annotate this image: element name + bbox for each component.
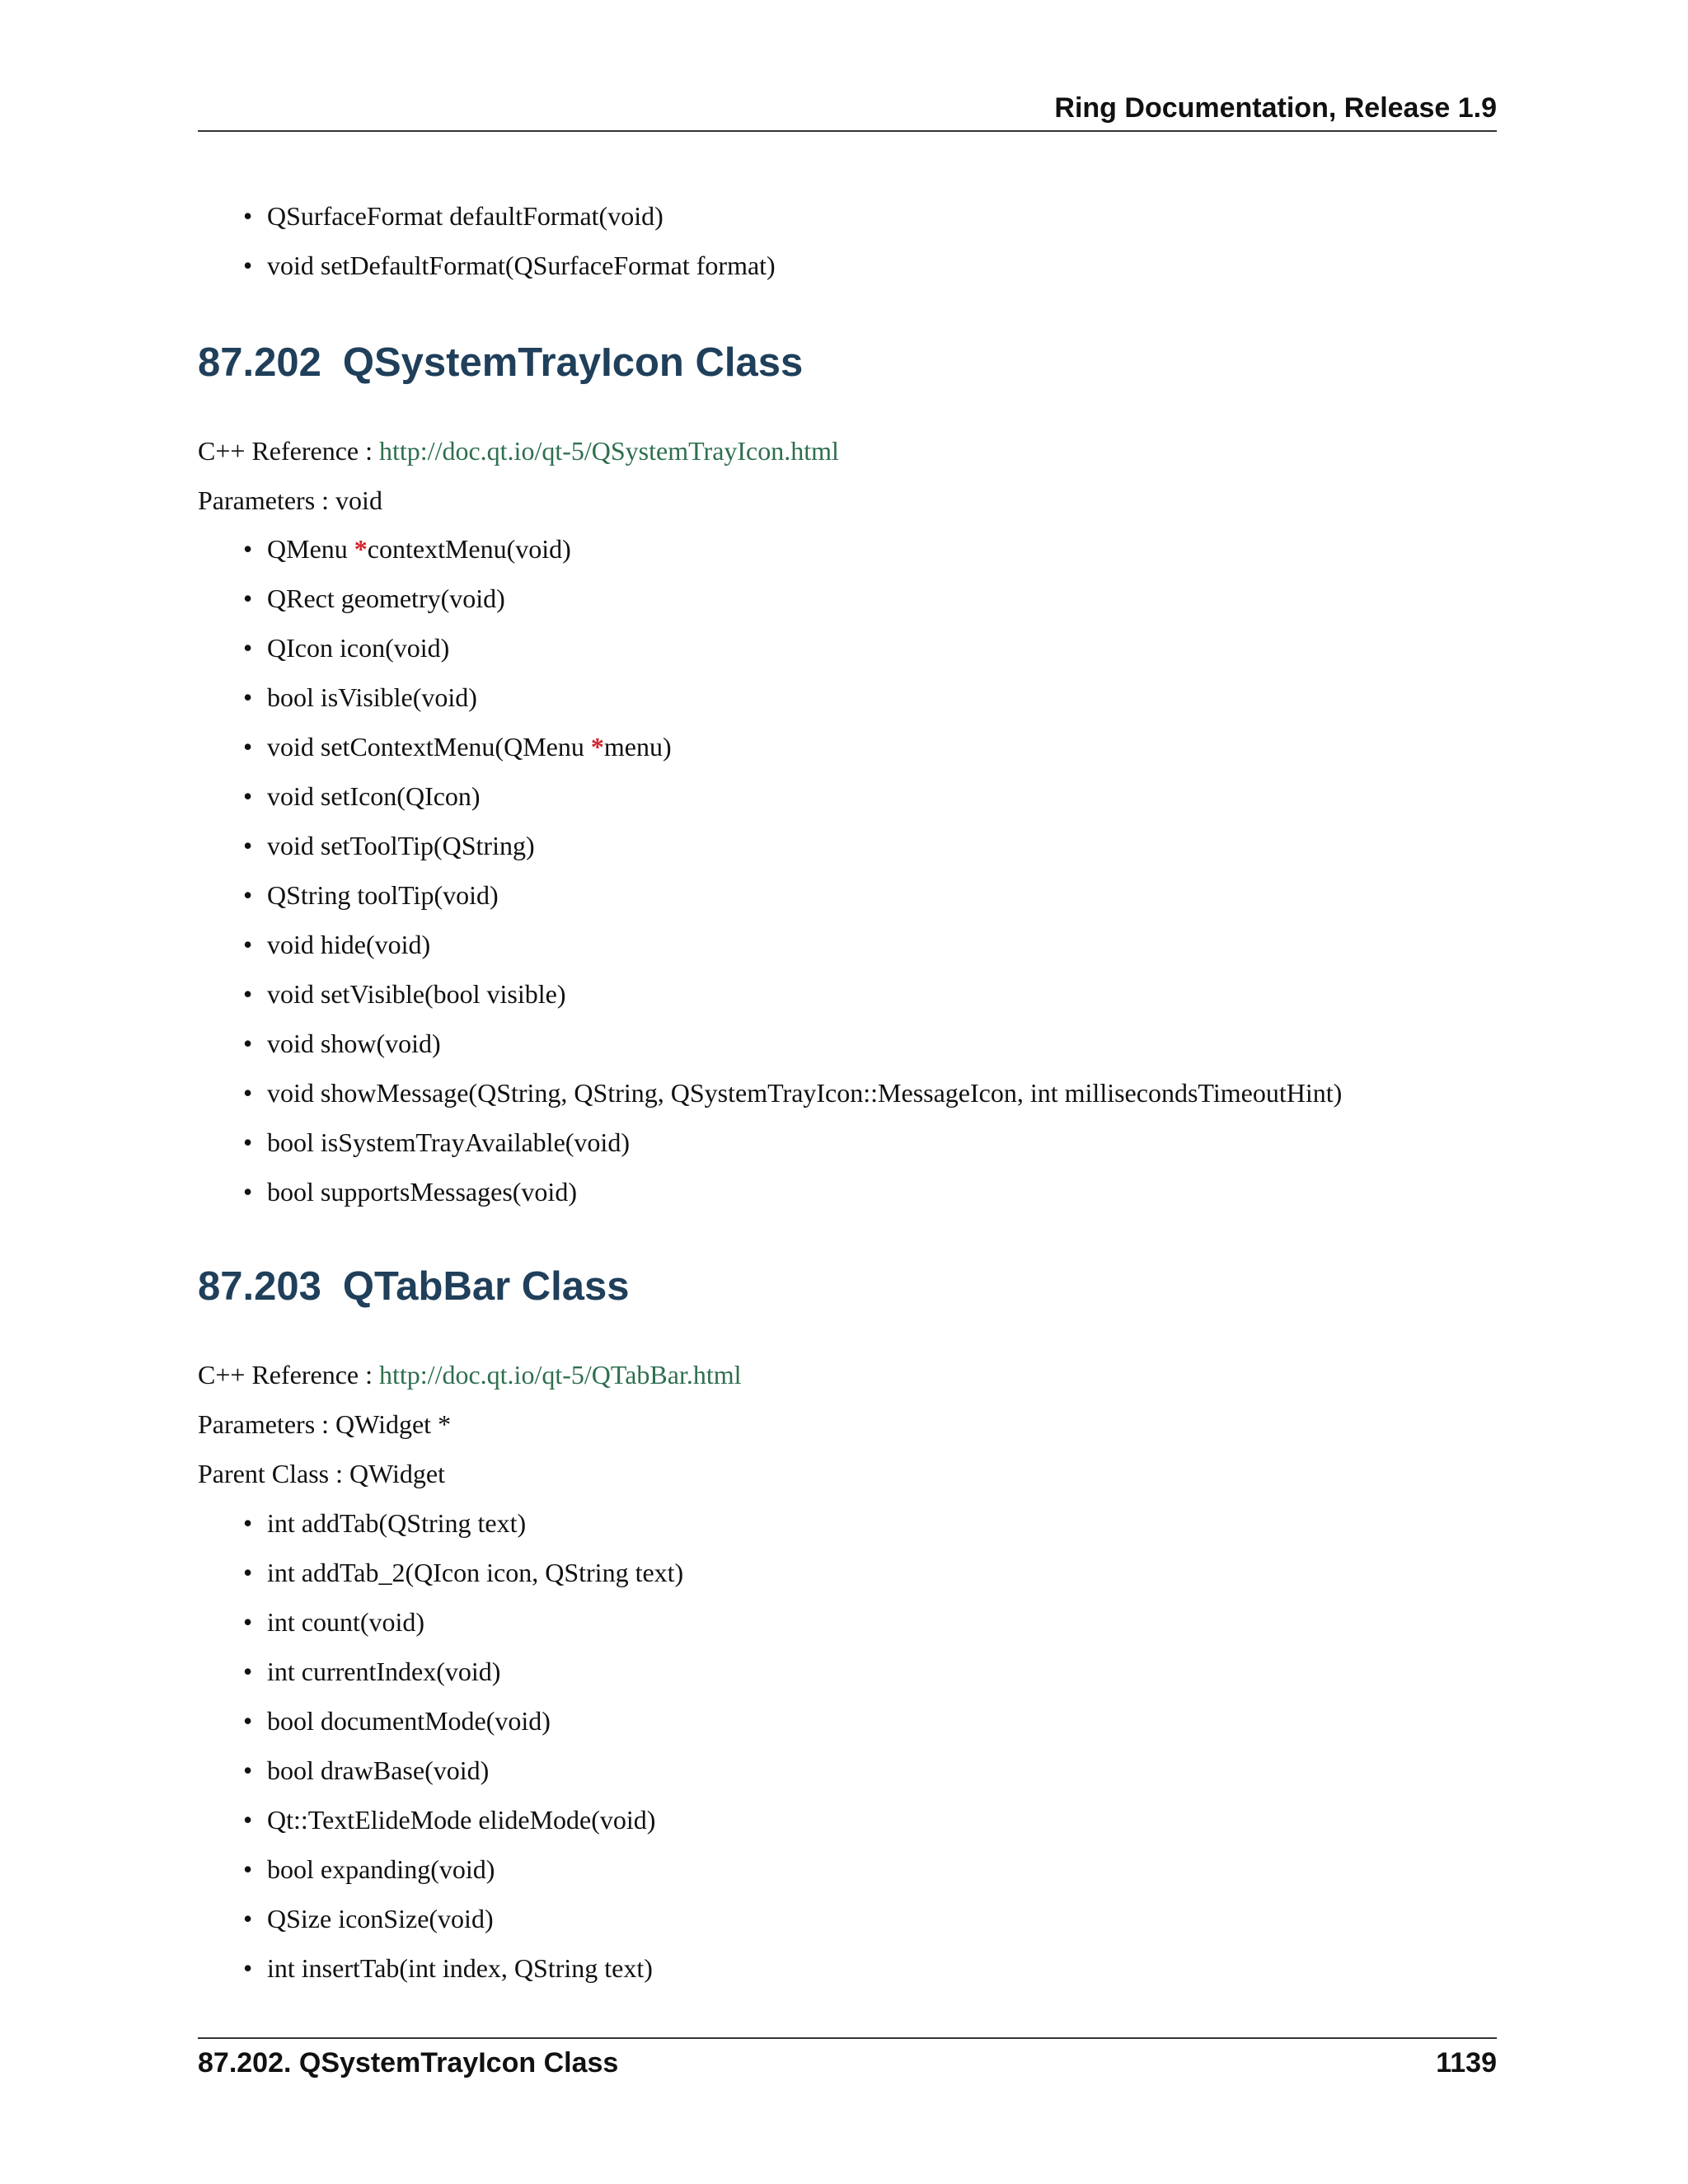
- bullet-icon: •: [243, 1706, 253, 1736]
- list-item: • QRect geometry(void): [198, 574, 1342, 623]
- bullet-icon: •: [243, 534, 253, 564]
- bullet-icon: •: [243, 251, 253, 280]
- running-header: Ring Documentation, Release 1.9: [1054, 92, 1497, 124]
- pointer-star: *: [590, 732, 604, 762]
- bullet-icon: •: [243, 930, 253, 959]
- list-item: • void setVisible(bool visible): [198, 969, 1342, 1019]
- bullet-icon: •: [243, 201, 253, 231]
- page-number: 1139: [1436, 2047, 1497, 2079]
- bullet-icon: •: [243, 1607, 253, 1637]
- list-item: • QIcon icon(void): [198, 623, 1342, 673]
- bullet-icon: •: [243, 1755, 253, 1785]
- footer-rule: [198, 2037, 1497, 2039]
- bullet-icon: •: [243, 1177, 253, 1207]
- list-item: • QMenu *contextMenu(void): [198, 524, 1342, 574]
- bullet-icon: •: [243, 732, 253, 762]
- list-item: • void showMessage(QString, QString, QSystemTrayIcon::MessageIcon, int millisecondsTimeoutHint): [198, 1068, 1342, 1118]
- list-item: • int addTab(QString text): [198, 1498, 683, 1548]
- bullet-icon: •: [243, 1854, 253, 1884]
- section-heading-qtabbar: 87.203 QTabBar Class: [198, 1264, 630, 1309]
- pointer-star: *: [354, 534, 368, 564]
- list-item: • bool drawBase(void): [198, 1746, 683, 1795]
- header-rule: [198, 130, 1497, 132]
- bullet-icon: •: [243, 831, 253, 860]
- list-item: • Qt::TextElideMode elideMode(void): [198, 1795, 683, 1844]
- list-item: • QSize iconSize(void): [198, 1894, 683, 1943]
- list-item: • bool isSystemTrayAvailable(void): [198, 1118, 1342, 1167]
- bullet-icon: •: [243, 1805, 253, 1835]
- list-item: • void show(void): [198, 1019, 1342, 1068]
- bullet-icon: •: [243, 880, 253, 910]
- reference-link[interactable]: http://doc.qt.io/qt-5/QSystemTrayIcon.html: [379, 436, 839, 466]
- list-item: • void setContextMenu(QMenu *menu): [198, 722, 1342, 771]
- bullet-icon: •: [243, 979, 253, 1009]
- parent-class-text: Parent Class : QWidget: [198, 1459, 445, 1488]
- top-method-list: [198, 191, 776, 290]
- parameters-text: Parameters : void: [198, 485, 382, 515]
- list-item: • QSurfaceFormat defaultFormat(void): [198, 191, 776, 241]
- list-item: • int insertTab(int index, QString text): [198, 1943, 683, 1993]
- list-item: • void setIcon(QIcon): [198, 771, 1342, 821]
- cpp-reference: C++ Reference : http://doc.qt.io/qt-5/QTabBar.html: [198, 1360, 742, 1390]
- bullet-icon: •: [243, 1078, 253, 1108]
- list-item: • int addTab_2(QIcon icon, QString text): [198, 1548, 683, 1597]
- bullet-icon: •: [243, 1904, 253, 1933]
- cpp-reference: C++ Reference : http://doc.qt.io/qt-5/QSystemTrayIcon.html: [198, 436, 839, 466]
- list-item: • int count(void): [198, 1597, 683, 1647]
- list-item: • bool supportsMessages(void): [198, 1167, 1342, 1216]
- bullet-icon: •: [243, 682, 253, 712]
- bullet-icon: •: [243, 633, 253, 663]
- qtabbar-method-list: [198, 1498, 683, 1993]
- bullet-icon: •: [243, 583, 253, 613]
- bullet-icon: •: [243, 1127, 253, 1157]
- bullet-icon: •: [243, 1953, 253, 1983]
- list-item: • void hide(void): [198, 920, 1342, 969]
- bullet-icon: •: [243, 781, 253, 811]
- bullet-icon: •: [243, 1558, 253, 1587]
- reference-link[interactable]: http://doc.qt.io/qt-5/QTabBar.html: [379, 1360, 742, 1390]
- list-item: • int currentIndex(void): [198, 1647, 683, 1696]
- bullet-icon: •: [243, 1508, 253, 1538]
- bullet-icon: •: [243, 1029, 253, 1058]
- section-heading-qsystemtrayicon: 87.202 QSystemTrayIcon Class: [198, 340, 804, 385]
- list-item: • QString toolTip(void): [198, 870, 1342, 920]
- footer-section-title: 87.202. QSystemTrayIcon Class: [198, 2047, 619, 2079]
- list-item: • bool documentMode(void): [198, 1696, 683, 1746]
- list-item: • bool expanding(void): [198, 1844, 683, 1894]
- list-item: • void setToolTip(QString): [198, 821, 1342, 870]
- list-item: • void setDefaultFormat(QSurfaceFormat format): [198, 241, 776, 290]
- bullet-icon: •: [243, 1657, 253, 1686]
- list-item: • bool isVisible(void): [198, 673, 1342, 722]
- qsystemtrayicon-method-list: [198, 524, 1342, 1216]
- parameters-text: Parameters : QWidget *: [198, 1409, 452, 1439]
